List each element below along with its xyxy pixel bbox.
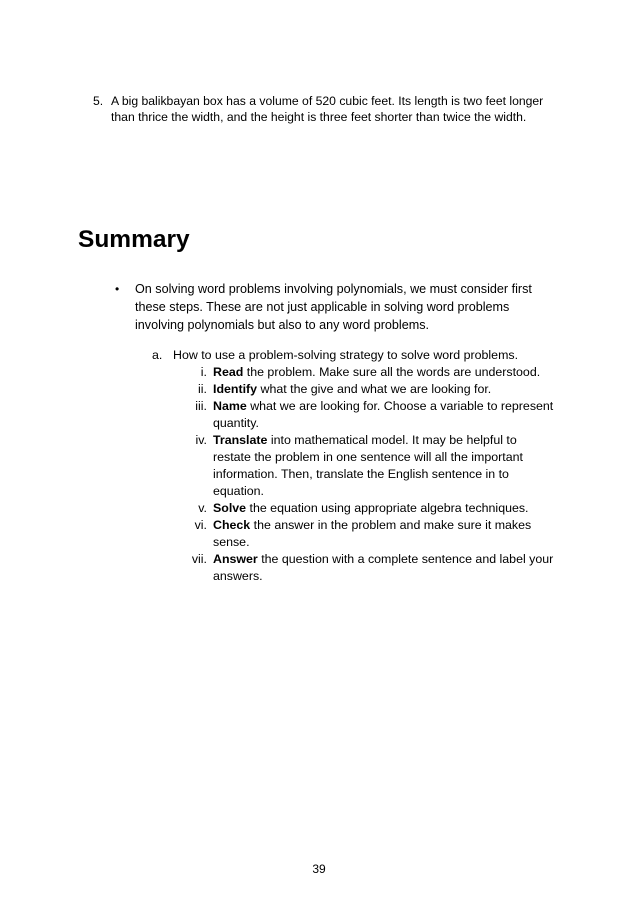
step-item-solve: [165, 500, 565, 517]
problem-number: 5.: [93, 94, 104, 108]
sub-item-label: a.: [152, 348, 163, 362]
step-keyword: Solve: [213, 501, 247, 515]
page-number: 39: [312, 862, 326, 876]
sub-item-text: How to use a problem-solving strategy to solve word problems.: [173, 348, 519, 362]
step-keyword: Answer: [213, 552, 258, 566]
step-item-identify: [165, 381, 565, 398]
step-keyword: Name: [213, 399, 247, 413]
step-label: iii.: [195, 399, 207, 413]
step-item-read: [165, 364, 565, 381]
step-label: i.: [200, 365, 207, 379]
step-label: vii.: [191, 552, 207, 566]
step-text: the problem. Make sure all the words are understood.: [243, 365, 541, 379]
step-keyword: Read: [213, 365, 244, 379]
step-label: vi.: [194, 518, 207, 532]
step-item-check: [165, 517, 565, 551]
step-label: ii.: [198, 382, 207, 396]
step-text: the answer in the problem and make sure it makes sense.: [213, 518, 532, 549]
step-item-translate: [165, 432, 565, 500]
step-keyword: Translate: [213, 433, 268, 447]
step-text: what the give and what we are looking for.: [257, 382, 492, 396]
problem-5: [93, 93, 563, 125]
step-item-answer: [165, 551, 565, 585]
problem-text: A big balikbayan box has a volume of 520 cubic feet. Its length is two feet longer than thrice the width, and the height is three feet shorter than twice the width.: [111, 94, 544, 124]
step-label: iv.: [195, 433, 207, 447]
step-text: the question with a complete sentence and label your answers.: [213, 552, 554, 583]
step-item-name: [165, 398, 565, 432]
steps-list: [165, 364, 565, 585]
step-keyword: Identify: [213, 382, 258, 396]
step-label: v.: [198, 501, 207, 515]
step-text: the equation using appropriate algebra techniques.: [246, 501, 529, 515]
summary-bullet: [115, 280, 555, 334]
step-keyword: Check: [213, 518, 251, 532]
bullet-icon: •: [115, 282, 120, 296]
bullet-text: On solving word problems involving polynomials, we must consider first these steps. These are not just applicable in solving word problems involving polynomials but also to any word problems.: [135, 282, 532, 332]
summary-heading: Summary: [78, 226, 190, 253]
step-text: what we are looking for. Choose a variable to represent quantity.: [213, 399, 554, 430]
step-text: into mathematical model. It may be helpful to restate the problem in one sentence will all the important information. Then, translate the English sentence in to equation.: [213, 433, 523, 498]
sub-item-a: [152, 347, 572, 364]
